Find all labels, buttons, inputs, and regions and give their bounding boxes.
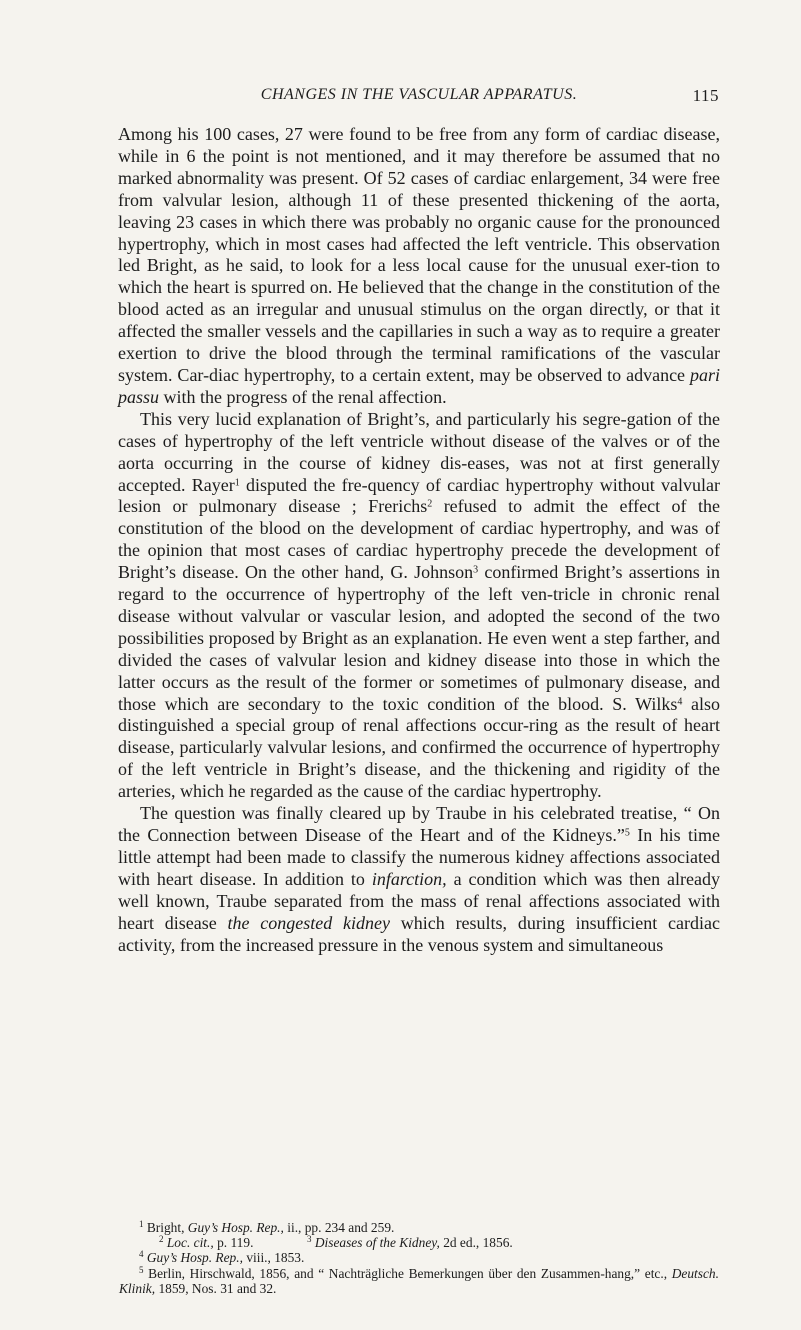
body-text: [118, 124, 720, 956]
emphasis: pari passu: [118, 364, 720, 407]
footnote-ref: 4: [677, 696, 683, 708]
footnote-citation: Guy’s Hosp. Rep.,: [187, 1220, 284, 1235]
footnote-text: Bright,: [146, 1220, 185, 1235]
footnote-ref: 1: [234, 477, 240, 488]
paragraph-3: [118, 803, 720, 956]
text-span: The question was finally cleared up by Traube in his celebrated treatise, “ On the Connection between Disease of the Heart and of the Kidneys.”: [118, 803, 720, 845]
footnote-citation: Guy’s Hosp. Rep.,: [146, 1250, 243, 1266]
page-number: 115: [692, 86, 719, 105]
text-span: which results, during insufficient cardiac activity, from the increased pressure in the venous system and simultaneous: [118, 912, 720, 955]
text-span: confirmed Bright’s assertions in regard to the occurrence of hypertrophy of the left ven-tricle in chronic renal disease without valvular or vascular lesion, and adopted the second of the two possibilities proposed by Bright as an explanation. He even went a step farther, and divided the cases of valvular lesion and kidney disease into those in which the latter occurs as the result of the former or sometimes of pulmonary disease, and those which are secondary to the toxic condition of the blood. S. Wilks: [118, 562, 720, 714]
text-span: disputed the fre-quency of cardiac hypertrophy without valvular lesion or pulmonary disease ; Frerichs: [118, 474, 720, 517]
footnote-3: [307, 1235, 513, 1250]
footnote-4: [119, 1250, 719, 1265]
footnote-number: 5: [139, 1264, 144, 1275]
footnote-2-3: [119, 1235, 719, 1250]
footnote-citation: Diseases of the Kidney,: [314, 1235, 440, 1251]
footnote-number: 1: [139, 1219, 144, 1230]
footnote-text: p. 119.: [217, 1235, 254, 1251]
text-span: a condition which was then already well known, Traube separated from the mass of renal affections associated with heart disease: [118, 868, 721, 933]
footnote-ref: 3: [473, 564, 479, 576]
text-span: This very lucid explanation of Bright’s, and particularly his segre-gation of the cases of hypertrophy of the left ventricle without disease of the valves or of the aorta occurring in the course of kidney dis-eases, was not at first generally accepted. Rayer: [118, 408, 720, 495]
footnote-ref: 5: [624, 827, 630, 839]
footnote-text: ii., pp. 234 and 259.: [287, 1220, 395, 1235]
text-span: In his time little attempt had been made to classify the numerous kidney affections associated with heart disease. In addition to: [118, 825, 720, 889]
footnote-number: 2: [159, 1234, 164, 1245]
text-span: refused to admit the effect of the constitution of the blood on the development of cardiac hypertrophy, and was of the opinion that most cases of cardiac hypertrophy precede the development of Bright’s disease. On the other hand, G. Johnson: [118, 496, 720, 583]
emphasis: the congested kidney: [227, 912, 391, 933]
footnote-text: 1859, Nos. 31 and 32.: [158, 1280, 277, 1296]
footnote-5: [119, 1266, 719, 1296]
text-span: with the progress of the renal affection.: [163, 386, 447, 407]
footnote-text: Berlin, Hirschwald, 1856, and “ Nachträgliche Bemerkungen über den Zusammen-hang,” etc.,: [148, 1265, 668, 1281]
footnotes: [119, 1220, 719, 1296]
footnote-1: [119, 1220, 719, 1235]
paragraph-1: [118, 124, 720, 409]
page-header: [119, 86, 719, 112]
footnote-citation: Deutsch. Klinik,: [119, 1265, 719, 1296]
footnote-ref: 2: [427, 498, 433, 510]
text-span: Among his 100 cases, 27 were found to be free from any form of cardiac disease, while in 6 the point is not mentioned, and it may therefore be assumed that no marked abnormality was present. Of 52 cases of cardiac enlargement, 34 were free from valvular lesion, although 11 of these presented thickening of the aorta, leaving 23 cases in which there was probably no organic cause for the pronounced hypertrophy, which in most cases had affected the left ventricle. This observation led Bright, as he said, to look for a less local cause for the unusual exer-tion to which the heart is spurred on. He believed that the change in the constitution of the blood acted as an irregular and unusual stimulus on the organ directly, or that it affected the smaller vessels and the capillaries in such a way as to require a greater exertion to drive the blood through the terminal ramifications of the vascular system. Car-diac hypertrophy, to a certain extent, may be observed to advance: [118, 124, 720, 385]
footnote-number: 3: [307, 1234, 312, 1245]
emphasis: infarction,: [371, 868, 447, 889]
text-span: also distinguished a special group of renal affections occur-ring as the result of heart disease, particularly valvular lesions, and confirmed the occurrence of hypertrophy of the left ventricle in Bright’s disease, and the thickening and rigidity of the arteries, which he regarded as the cause of the cardiac hypertrophy.: [118, 693, 720, 802]
footnote-2: [139, 1235, 307, 1250]
footnote-number: 4: [139, 1249, 144, 1260]
footnote-text: viii., 1853.: [246, 1250, 305, 1266]
footnote-citation: Loc. cit.,: [166, 1235, 214, 1251]
running-head: CHANGES IN THE VASCULAR APPARATUS.: [260, 86, 578, 103]
footnote-text: 2d ed., 1856.: [443, 1235, 513, 1251]
paragraph-2: [118, 409, 720, 803]
